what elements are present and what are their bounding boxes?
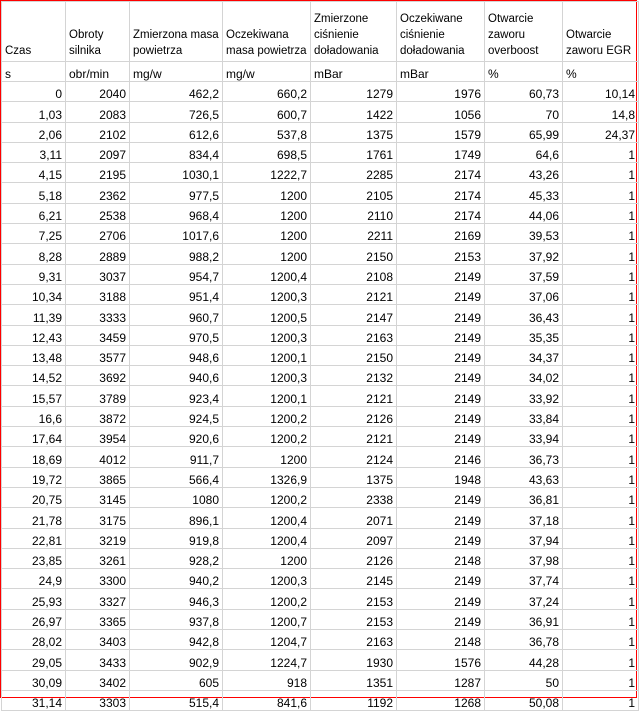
- table-cell[interactable]: 1: [563, 386, 639, 406]
- table-cell[interactable]: 2149: [397, 284, 485, 304]
- table-cell[interactable]: 3692: [66, 366, 130, 386]
- table-cell[interactable]: 26,97: [2, 609, 66, 629]
- table-cell[interactable]: 1200,2: [223, 427, 311, 447]
- table-cell[interactable]: 1200: [223, 447, 311, 467]
- table-cell[interactable]: 21,78: [2, 508, 66, 528]
- table-cell[interactable]: 45,33: [485, 183, 563, 203]
- table-cell[interactable]: 1030,1: [130, 163, 223, 183]
- table-row: [2, 508, 639, 528]
- table-cell[interactable]: 1200: [223, 244, 311, 264]
- table-cell[interactable]: 948,6: [130, 345, 223, 365]
- table-cell[interactable]: 50,08: [485, 690, 563, 710]
- table-cell[interactable]: 3402: [66, 670, 130, 690]
- table-cell[interactable]: 1: [563, 548, 639, 568]
- table-cell[interactable]: 2149: [397, 406, 485, 426]
- table-cell[interactable]: 968,4: [130, 203, 223, 223]
- table-cell[interactable]: 1: [563, 528, 639, 548]
- table-cell[interactable]: 1: [563, 244, 639, 264]
- table-cell[interactable]: 1: [563, 284, 639, 304]
- table-cell[interactable]: 19,72: [2, 467, 66, 487]
- table-cell[interactable]: 940,2: [130, 569, 223, 589]
- table-row: [2, 305, 639, 325]
- table-cell[interactable]: 3327: [66, 589, 130, 609]
- table-cell[interactable]: 25,93: [2, 589, 66, 609]
- table-cell[interactable]: 24,9: [2, 569, 66, 589]
- table-cell[interactable]: 44,06: [485, 203, 563, 223]
- table-cell[interactable]: 8,28: [2, 244, 66, 264]
- table-cell[interactable]: 2362: [66, 183, 130, 203]
- table-row: [2, 609, 639, 629]
- table-cell[interactable]: 39,53: [485, 224, 563, 244]
- table-cell[interactable]: 1: [563, 467, 639, 487]
- table-cell[interactable]: 951,4: [130, 284, 223, 304]
- table-cell[interactable]: 1200: [223, 224, 311, 244]
- table-cell[interactable]: 37,18: [485, 508, 563, 528]
- table-row: [2, 670, 639, 690]
- table-cell[interactable]: 29,05: [2, 650, 66, 670]
- table-cell[interactable]: 12,43: [2, 325, 66, 345]
- table-cell[interactable]: 43,26: [485, 163, 563, 183]
- table-cell[interactable]: 2153: [311, 589, 397, 609]
- table-cell[interactable]: 841,6: [223, 690, 311, 710]
- table-cell[interactable]: 462,2: [130, 82, 223, 102]
- table-cell[interactable]: 65,99: [485, 122, 563, 142]
- table-cell[interactable]: 1976: [397, 82, 485, 102]
- table-cell[interactable]: 44,28: [485, 650, 563, 670]
- table-cell[interactable]: 4012: [66, 447, 130, 467]
- table-cell[interactable]: 37,94: [485, 528, 563, 548]
- header-cell[interactable]: Zmierzona masa powietrza: [130, 2, 223, 62]
- table-cell[interactable]: 2149: [397, 264, 485, 284]
- table-cell[interactable]: 1268: [397, 690, 485, 710]
- table-cell[interactable]: 1: [563, 345, 639, 365]
- table-cell[interactable]: 1: [563, 163, 639, 183]
- table-cell[interactable]: 1: [563, 427, 639, 447]
- table-cell[interactable]: 2126: [311, 548, 397, 568]
- table-cell[interactable]: 918: [223, 670, 311, 690]
- table-cell[interactable]: 3872: [66, 406, 130, 426]
- unit-cell[interactable]: mg/w: [223, 62, 311, 82]
- table-cell[interactable]: 923,4: [130, 386, 223, 406]
- table-cell[interactable]: 919,8: [130, 528, 223, 548]
- table-cell[interactable]: 2149: [397, 569, 485, 589]
- table-row: [2, 102, 639, 122]
- table-cell[interactable]: 1576: [397, 650, 485, 670]
- table-cell[interactable]: 2174: [397, 203, 485, 223]
- table-cell[interactable]: 3145: [66, 487, 130, 507]
- table-row: [2, 487, 639, 507]
- table-cell[interactable]: 36,91: [485, 609, 563, 629]
- table-cell[interactable]: 36,78: [485, 630, 563, 650]
- table-cell[interactable]: 6,21: [2, 203, 66, 223]
- table-cell[interactable]: 2145: [311, 569, 397, 589]
- table-cell[interactable]: 33,92: [485, 386, 563, 406]
- table-cell[interactable]: 18,69: [2, 447, 66, 467]
- table-cell[interactable]: 3954: [66, 427, 130, 447]
- table-cell[interactable]: 1761: [311, 142, 397, 162]
- table-cell[interactable]: 1200: [223, 548, 311, 568]
- table-cell[interactable]: 2285: [311, 163, 397, 183]
- table-cell[interactable]: 37,59: [485, 264, 563, 284]
- table-cell[interactable]: 896,1: [130, 508, 223, 528]
- table-cell[interactable]: 1326,9: [223, 467, 311, 487]
- table-row: [2, 427, 639, 447]
- table-cell[interactable]: 3037: [66, 264, 130, 284]
- table-cell[interactable]: 1930: [311, 650, 397, 670]
- table-cell[interactable]: 43,63: [485, 467, 563, 487]
- table-cell[interactable]: 2149: [397, 366, 485, 386]
- table-cell[interactable]: 726,5: [130, 102, 223, 122]
- table-cell[interactable]: 2706: [66, 224, 130, 244]
- table-cell[interactable]: 10,34: [2, 284, 66, 304]
- table-cell[interactable]: 9,31: [2, 264, 66, 284]
- table-cell[interactable]: 698,5: [223, 142, 311, 162]
- table-cell[interactable]: 70: [485, 102, 563, 122]
- unit-cell[interactable]: mBar: [397, 62, 485, 82]
- table-cell[interactable]: 3,11: [2, 142, 66, 162]
- table-cell[interactable]: 37,92: [485, 244, 563, 264]
- table-cell[interactable]: 1: [563, 224, 639, 244]
- table-cell[interactable]: 977,5: [130, 183, 223, 203]
- table-cell[interactable]: 1749: [397, 142, 485, 162]
- table-cell[interactable]: 1579: [397, 122, 485, 142]
- table-cell[interactable]: 2163: [311, 630, 397, 650]
- table-cell[interactable]: 14,8: [563, 102, 639, 122]
- table-cell[interactable]: 10,14: [563, 82, 639, 102]
- header-cell[interactable]: Otwarcie zaworu EGR: [563, 2, 639, 62]
- table-cell[interactable]: 1: [563, 569, 639, 589]
- table-cell[interactable]: 2149: [397, 609, 485, 629]
- table-cell[interactable]: 2153: [311, 609, 397, 629]
- table-cell[interactable]: 2149: [397, 386, 485, 406]
- table-row: [2, 163, 639, 183]
- table-cell[interactable]: 1056: [397, 102, 485, 122]
- table-row: [2, 650, 639, 670]
- unit-cell[interactable]: mBar: [311, 62, 397, 82]
- table-row: [2, 142, 639, 162]
- header-cell[interactable]: Zmierzone ciśnienie doładowania: [311, 2, 397, 62]
- table-cell[interactable]: 34,37: [485, 345, 563, 365]
- table-cell[interactable]: 2121: [311, 386, 397, 406]
- table-cell[interactable]: 537,8: [223, 122, 311, 142]
- table-cell[interactable]: 2169: [397, 224, 485, 244]
- table-cell[interactable]: 1200: [223, 203, 311, 223]
- table-cell[interactable]: 946,3: [130, 589, 223, 609]
- table-cell[interactable]: 2040: [66, 82, 130, 102]
- table-cell[interactable]: 33,94: [485, 427, 563, 447]
- table-cell[interactable]: 2174: [397, 163, 485, 183]
- table-cell[interactable]: 1204,7: [223, 630, 311, 650]
- table-cell[interactable]: 2149: [397, 487, 485, 507]
- table-cell[interactable]: 2889: [66, 244, 130, 264]
- table-cell[interactable]: 1200,7: [223, 609, 311, 629]
- table-cell[interactable]: 28,02: [2, 630, 66, 650]
- table-row: [2, 82, 639, 102]
- table-cell[interactable]: 1200,2: [223, 589, 311, 609]
- table-cell[interactable]: 3261: [66, 548, 130, 568]
- table-cell[interactable]: 970,5: [130, 325, 223, 345]
- table-cell[interactable]: 1200,4: [223, 508, 311, 528]
- table-cell[interactable]: 2149: [397, 589, 485, 609]
- table-cell[interactable]: 2148: [397, 630, 485, 650]
- table-cell[interactable]: 902,9: [130, 650, 223, 670]
- table-cell[interactable]: 924,5: [130, 406, 223, 426]
- table-cell[interactable]: 22,81: [2, 528, 66, 548]
- table-cell[interactable]: 24,37: [563, 122, 639, 142]
- table-cell[interactable]: 1: [563, 142, 639, 162]
- table-cell[interactable]: 2149: [397, 508, 485, 528]
- table-cell[interactable]: 3365: [66, 609, 130, 629]
- table-cell[interactable]: 1: [563, 630, 639, 650]
- table-cell[interactable]: 1: [563, 305, 639, 325]
- table-cell[interactable]: 920,6: [130, 427, 223, 447]
- table-cell[interactable]: 23,85: [2, 548, 66, 568]
- table-cell[interactable]: 2121: [311, 284, 397, 304]
- table-row: [2, 447, 639, 467]
- table-cell[interactable]: 834,4: [130, 142, 223, 162]
- table-cell[interactable]: 1200,1: [223, 345, 311, 365]
- table-cell[interactable]: 1200: [223, 183, 311, 203]
- table-cell[interactable]: 515,4: [130, 690, 223, 710]
- table-cell[interactable]: 2195: [66, 163, 130, 183]
- table-cell[interactable]: 2149: [397, 305, 485, 325]
- table-row: [2, 528, 639, 548]
- table-cell[interactable]: 612,6: [130, 122, 223, 142]
- table-cell[interactable]: 1: [563, 589, 639, 609]
- table-cell[interactable]: 0: [2, 82, 66, 102]
- table-cell[interactable]: 3219: [66, 528, 130, 548]
- table-cell[interactable]: 988,2: [130, 244, 223, 264]
- table-cell[interactable]: 1: [563, 366, 639, 386]
- table-cell[interactable]: 940,6: [130, 366, 223, 386]
- table-cell[interactable]: 1: [563, 447, 639, 467]
- table-row: [2, 406, 639, 426]
- table-cell[interactable]: 1200,3: [223, 325, 311, 345]
- table-cell[interactable]: 2153: [397, 244, 485, 264]
- table-row: [2, 630, 639, 650]
- table-cell[interactable]: 1192: [311, 690, 397, 710]
- table-cell[interactable]: 4,15: [2, 163, 66, 183]
- table-row: [2, 589, 639, 609]
- table-cell[interactable]: 1: [563, 650, 639, 670]
- table-cell[interactable]: 2146: [397, 447, 485, 467]
- table-cell[interactable]: 911,7: [130, 447, 223, 467]
- table-cell[interactable]: 1948: [397, 467, 485, 487]
- table-cell[interactable]: 3577: [66, 345, 130, 365]
- table-cell[interactable]: 1: [563, 264, 639, 284]
- table-cell[interactable]: 2147: [311, 305, 397, 325]
- unit-cell[interactable]: %: [485, 62, 563, 82]
- table-cell[interactable]: 60,73: [485, 82, 563, 102]
- table-cell[interactable]: 2126: [311, 406, 397, 426]
- table-row: [2, 386, 639, 406]
- table-cell[interactable]: 31,14: [2, 690, 66, 710]
- table-cell[interactable]: 3789: [66, 386, 130, 406]
- table-cell[interactable]: 16,6: [2, 406, 66, 426]
- table-cell[interactable]: 37,74: [485, 569, 563, 589]
- table-row: [2, 467, 639, 487]
- table-cell[interactable]: 3433: [66, 650, 130, 670]
- table-cell[interactable]: 2211: [311, 224, 397, 244]
- table-cell[interactable]: 3175: [66, 508, 130, 528]
- unit-cell[interactable]: mg/w: [130, 62, 223, 82]
- table-cell[interactable]: 1: [563, 325, 639, 345]
- table-cell[interactable]: 15,57: [2, 386, 66, 406]
- table-cell[interactable]: 1200,4: [223, 528, 311, 548]
- table-cell[interactable]: 1: [563, 609, 639, 629]
- table-cell[interactable]: 1222,7: [223, 163, 311, 183]
- table-cell[interactable]: 1422: [311, 102, 397, 122]
- table-cell[interactable]: 37,98: [485, 548, 563, 568]
- table-cell[interactable]: 1200,2: [223, 487, 311, 507]
- header-cell[interactable]: Czas: [2, 2, 66, 62]
- table-cell[interactable]: 2132: [311, 366, 397, 386]
- table-cell[interactable]: 5,18: [2, 183, 66, 203]
- table-cell[interactable]: 3403: [66, 630, 130, 650]
- table-cell[interactable]: 2148: [397, 548, 485, 568]
- header-cell[interactable]: Oczekiwane ciśnienie doładowania: [397, 2, 485, 62]
- table-cell[interactable]: 2149: [397, 427, 485, 447]
- table-cell[interactable]: 1375: [311, 122, 397, 142]
- table-cell[interactable]: 36,43: [485, 305, 563, 325]
- table-cell[interactable]: 605: [130, 670, 223, 690]
- table-cell[interactable]: 942,8: [130, 630, 223, 650]
- table-row: [2, 548, 639, 568]
- table-cell[interactable]: 35,35: [485, 325, 563, 345]
- table-cell[interactable]: 1279: [311, 82, 397, 102]
- table-row: [2, 122, 639, 142]
- table-cell[interactable]: 1: [563, 406, 639, 426]
- table-cell[interactable]: 2174: [397, 183, 485, 203]
- table-cell[interactable]: 660,2: [223, 82, 311, 102]
- table-cell[interactable]: 2083: [66, 102, 130, 122]
- table-cell[interactable]: 1200,5: [223, 305, 311, 325]
- unit-cell[interactable]: obr/min: [66, 62, 130, 82]
- table-cell[interactable]: 1200,1: [223, 386, 311, 406]
- table-cell[interactable]: 11,39: [2, 305, 66, 325]
- table-row: [2, 224, 639, 244]
- table-cell[interactable]: 960,7: [130, 305, 223, 325]
- table-cell[interactable]: 3459: [66, 325, 130, 345]
- table-cell[interactable]: 37,06: [485, 284, 563, 304]
- table-cell[interactable]: 2121: [311, 427, 397, 447]
- table-cell[interactable]: 14,52: [2, 366, 66, 386]
- table-cell[interactable]: 1: [563, 487, 639, 507]
- table-cell[interactable]: 1200,4: [223, 264, 311, 284]
- table-row: [2, 690, 639, 710]
- table-cell[interactable]: 2105: [311, 183, 397, 203]
- table-cell[interactable]: 937,8: [130, 609, 223, 629]
- table-cell[interactable]: 600,7: [223, 102, 311, 122]
- table-cell[interactable]: 2338: [311, 487, 397, 507]
- table-cell[interactable]: 2097: [311, 528, 397, 548]
- table-cell[interactable]: 2150: [311, 244, 397, 264]
- table-cell[interactable]: 1: [563, 670, 639, 690]
- table-cell[interactable]: 1080: [130, 487, 223, 507]
- unit-cell[interactable]: %: [563, 62, 639, 82]
- table-cell[interactable]: 2150: [311, 345, 397, 365]
- table-cell[interactable]: 2071: [311, 508, 397, 528]
- table-cell[interactable]: 2108: [311, 264, 397, 284]
- table-cell[interactable]: 1224,7: [223, 650, 311, 670]
- table-cell[interactable]: 36,73: [485, 447, 563, 467]
- table-cell[interactable]: 33,84: [485, 406, 563, 426]
- table-cell[interactable]: 1200,2: [223, 406, 311, 426]
- data-rows: [2, 82, 639, 711]
- table-cell[interactable]: 954,7: [130, 264, 223, 284]
- unit-cell[interactable]: s: [2, 62, 66, 82]
- table-cell[interactable]: 2110: [311, 203, 397, 223]
- table-cell[interactable]: 3303: [66, 690, 130, 710]
- table-row: [2, 244, 639, 264]
- header-row: [2, 2, 639, 62]
- table-row: [2, 284, 639, 304]
- table-cell[interactable]: 566,4: [130, 467, 223, 487]
- table-cell[interactable]: 17,64: [2, 427, 66, 447]
- table-cell[interactable]: 1: [563, 508, 639, 528]
- table-cell[interactable]: 13,48: [2, 345, 66, 365]
- table-cell[interactable]: 1017,6: [130, 224, 223, 244]
- table-cell[interactable]: 1: [563, 203, 639, 223]
- table-cell[interactable]: 2,06: [2, 122, 66, 142]
- table-cell[interactable]: 37,24: [485, 589, 563, 609]
- table-cell[interactable]: 2149: [397, 345, 485, 365]
- header-cell[interactable]: Otwarcie zaworu overboost: [485, 2, 563, 62]
- table-cell[interactable]: 2097: [66, 142, 130, 162]
- table-cell[interactable]: 928,2: [130, 548, 223, 568]
- table-cell[interactable]: 1375: [311, 467, 397, 487]
- table-row: [2, 366, 639, 386]
- table-cell[interactable]: 3188: [66, 284, 130, 304]
- table-cell[interactable]: 1287: [397, 670, 485, 690]
- header-cell[interactable]: Obroty silnika: [66, 2, 130, 62]
- table-cell[interactable]: 2149: [397, 528, 485, 548]
- data-table: [1, 1, 639, 711]
- table-row: [2, 183, 639, 203]
- table-row: [2, 325, 639, 345]
- table-cell[interactable]: 1351: [311, 670, 397, 690]
- table-cell[interactable]: 64,6: [485, 142, 563, 162]
- table-cell[interactable]: 30,09: [2, 670, 66, 690]
- table-cell[interactable]: 3333: [66, 305, 130, 325]
- table-cell[interactable]: 1200,3: [223, 366, 311, 386]
- table-row: [2, 203, 639, 223]
- table-row: [2, 264, 639, 284]
- table-cell[interactable]: 20,75: [2, 487, 66, 507]
- table-cell[interactable]: 36,81: [485, 487, 563, 507]
- table-cell[interactable]: 3300: [66, 569, 130, 589]
- table-cell[interactable]: 2538: [66, 203, 130, 223]
- table-cell[interactable]: 34,02: [485, 366, 563, 386]
- table-cell[interactable]: 7,25: [2, 224, 66, 244]
- table-cell[interactable]: 50: [485, 670, 563, 690]
- table-row: [2, 569, 639, 589]
- table-cell[interactable]: 2124: [311, 447, 397, 467]
- header-cell[interactable]: Oczekiwana masa powietrza: [223, 2, 311, 62]
- table-cell[interactable]: 1200,3: [223, 569, 311, 589]
- table-cell[interactable]: 3865: [66, 467, 130, 487]
- table-row: [2, 345, 639, 365]
- table-cell[interactable]: 1,03: [2, 102, 66, 122]
- table-cell[interactable]: 1: [563, 690, 639, 710]
- table-cell[interactable]: 2102: [66, 122, 130, 142]
- table-cell[interactable]: 2163: [311, 325, 397, 345]
- table-cell[interactable]: 1: [563, 183, 639, 203]
- table-cell[interactable]: 2149: [397, 325, 485, 345]
- table-cell[interactable]: 1200,3: [223, 284, 311, 304]
- unit-row: [2, 62, 639, 82]
